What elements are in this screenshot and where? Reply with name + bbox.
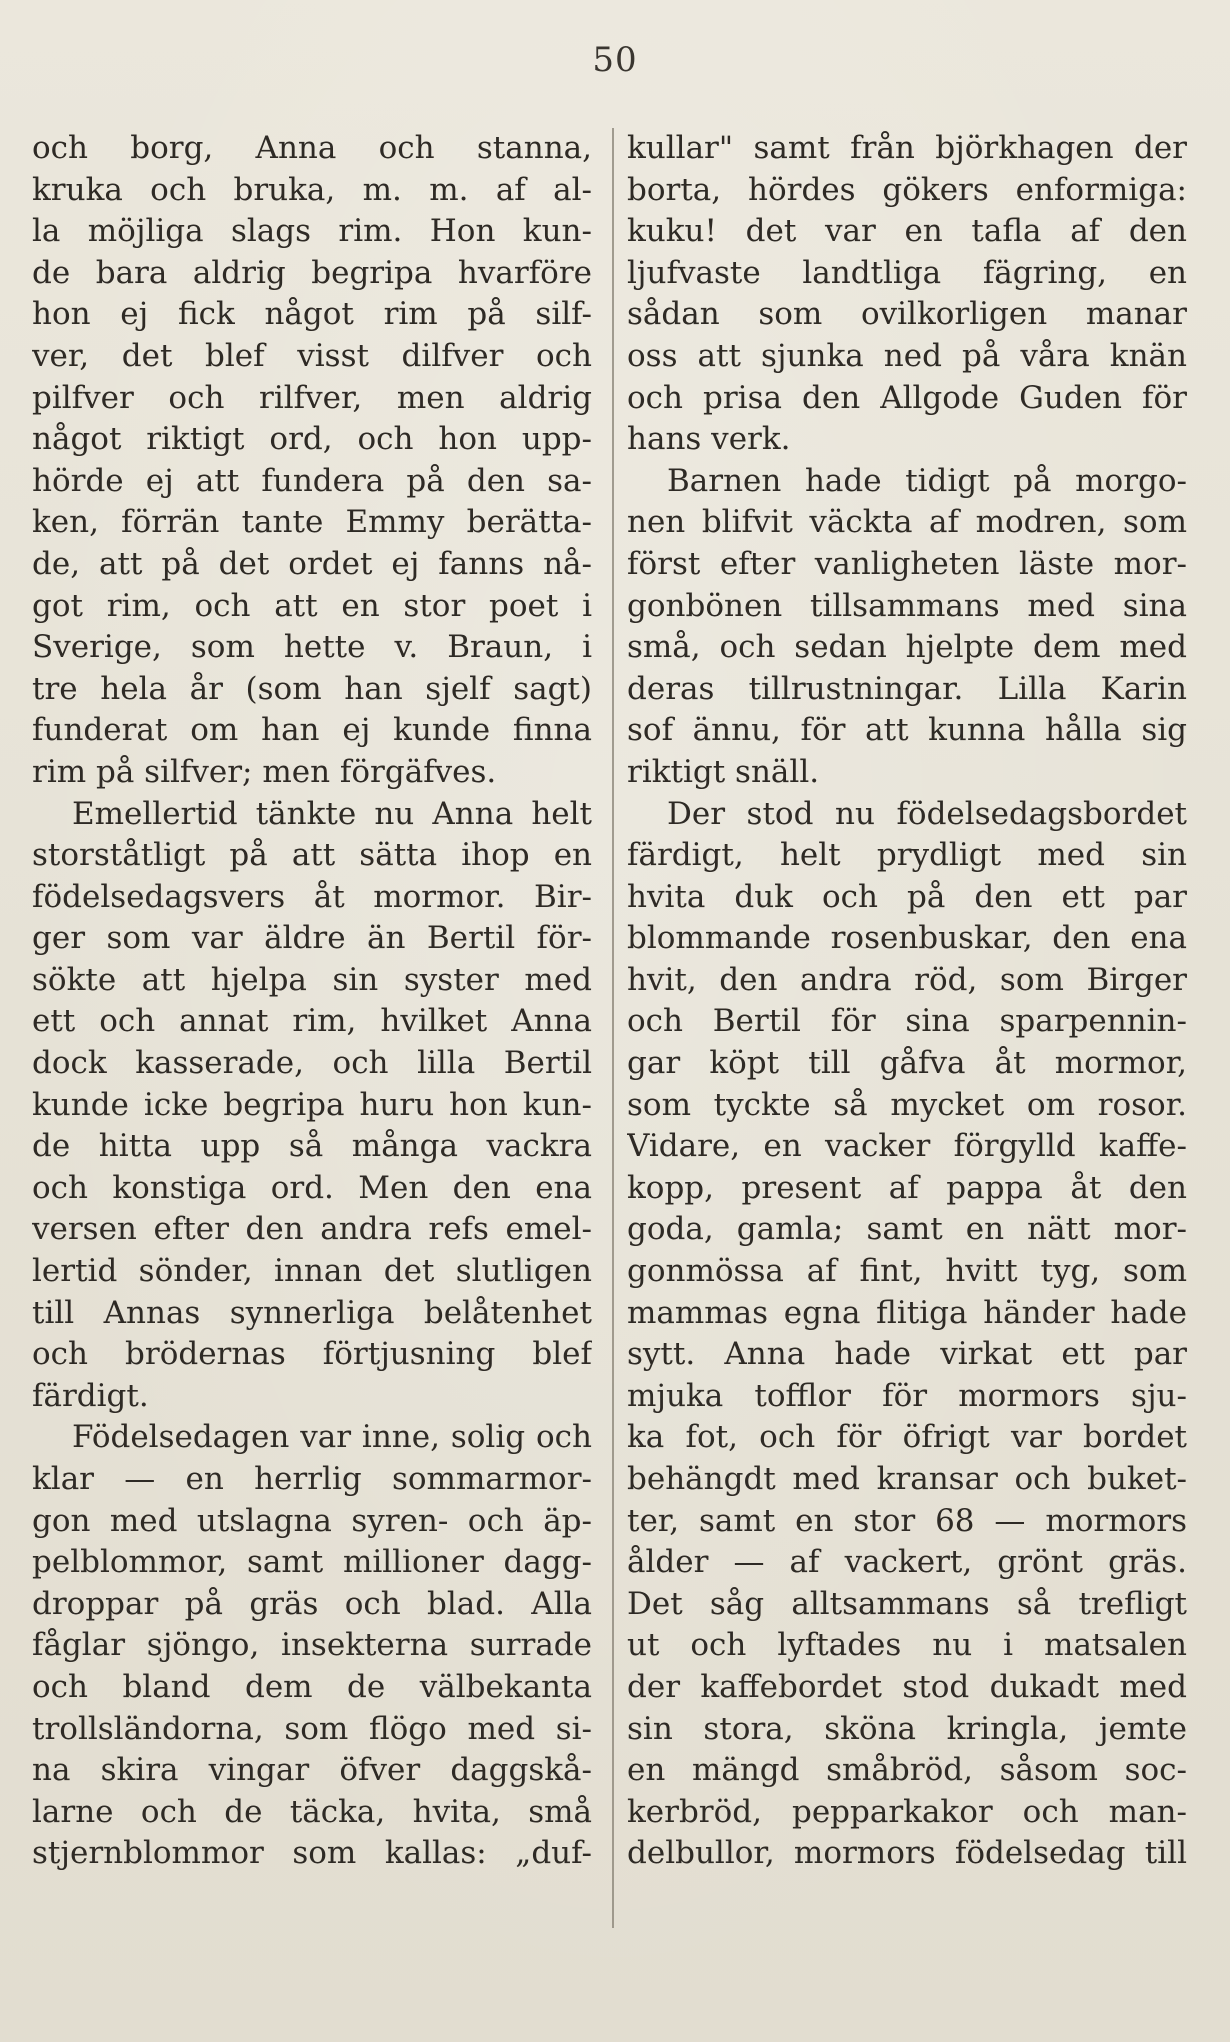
- text-line: fåglar sjöngo, insekterna surrade: [32, 1627, 592, 1664]
- text-line: mjuka tofflor för mormors sju-: [627, 1377, 1187, 1414]
- text-line: dock kasserade, och lilla Bertil: [32, 1045, 592, 1082]
- text-line: en mängd småbröd, såsom soc-: [627, 1752, 1187, 1789]
- text-line: stjernblommor som kallas: „duf-: [32, 1835, 592, 1872]
- text-line: ter, samt en stor 68 — mormors: [627, 1502, 1187, 1539]
- text-line: Det såg alltsammans så trefligt: [627, 1585, 1187, 1622]
- text-line: ka fot, och för öfrigt var bordet: [627, 1419, 1187, 1456]
- text-line: som tyckte så mycket om rosor.: [627, 1086, 1187, 1123]
- text-line: hvita duk och på den ett par: [627, 878, 1187, 915]
- text-line: trollsländorna, som flögo med si-: [32, 1710, 592, 1747]
- text-line: sin stora, sköna kringla, jemte: [627, 1710, 1187, 1747]
- text-line: ger som var äldre än Bertil för-: [32, 920, 592, 957]
- text-line: kerbröd, pepparkakor och man-: [627, 1793, 1187, 1830]
- text-line: na skira vingar öfver daggskå-: [32, 1752, 592, 1789]
- text-line: deras tillrustningar. Lilla Karin: [627, 670, 1187, 707]
- text-line: Födelsedagen var inne, solig och: [72, 1419, 592, 1456]
- text-line: gon med utslagna syren- och äp-: [32, 1502, 592, 1539]
- text-line: delbullor, mormors födelsedag till: [627, 1835, 1187, 1872]
- text-line: Vidare, en vacker förgylld kaffe-: [627, 1128, 1187, 1165]
- text-line: tre hela år (som han sjelf sagt): [32, 670, 592, 707]
- text-line: nen blifvit väckta af modren, som: [627, 504, 1187, 541]
- right-text-column: [627, 128, 1187, 1875]
- text-line: och borg, Anna och stanna,: [32, 130, 592, 166]
- text-line: ljufvaste landtliga fägring, en: [627, 254, 1187, 291]
- text-line: gar köpt till gåfva åt mormor,: [627, 1045, 1187, 1082]
- text-line: och bland dem de välbekanta: [32, 1668, 592, 1705]
- text-line: gonmössa af fint, hvitt tyg, som: [627, 1253, 1187, 1290]
- text-line: versen efter den andra refs emel-: [32, 1211, 592, 1248]
- left-text-column: [32, 128, 592, 1875]
- text-line: droppar på gräs och blad. Alla: [32, 1585, 592, 1622]
- page-number: 50: [592, 40, 638, 80]
- text-line: Barnen hade tidigt på morgo-: [667, 462, 1187, 499]
- text-line: de bara aldrig begripa hvarföre: [32, 254, 592, 291]
- text-line: kopp, present af pappa åt den: [627, 1169, 1187, 1206]
- text-line: färdigt, helt prydligt med sin: [627, 837, 1187, 874]
- text-line: Sverige, som hette v. Braun, i: [32, 629, 592, 666]
- text-line: sökte att hjelpa sin syster med: [32, 961, 592, 998]
- column-divider: [612, 128, 614, 1928]
- text-line: och Bertil för sina sparpennin-: [627, 1003, 1187, 1040]
- text-line: gonbönen tillsammans med sina: [627, 587, 1187, 624]
- text-line: de, att på det ordet ej fanns nå-: [32, 545, 592, 582]
- text-line: ut och lyftades nu i matsalen: [627, 1627, 1187, 1664]
- text-line: lertid sönder, innan det slutligen: [32, 1253, 592, 1290]
- text-line: larne och de täcka, hvita, små: [32, 1793, 592, 1830]
- text-line: der kaffebordet stod dukadt med: [627, 1668, 1187, 1705]
- text-line: blommande rosenbuskar, den ena: [627, 920, 1187, 957]
- text-line: hvit, den andra röd, som Birger: [627, 961, 1187, 998]
- text-line: sof ännu, för att kunna hålla sig: [627, 712, 1187, 749]
- text-line: till Annas synnerliga belåtenhet: [32, 1294, 592, 1331]
- text-line: got rim, och att en stor poet i: [32, 587, 592, 624]
- text-line: sytt. Anna hade virkat ett par: [627, 1336, 1187, 1373]
- text-line: och konstiga ord. Men den ena: [32, 1169, 592, 1206]
- text-line: små, och sedan hjelpte dem med: [627, 629, 1187, 666]
- text-line: riktigt snäll.: [627, 753, 820, 790]
- text-line: behängdt med kransar och buket-: [627, 1461, 1187, 1497]
- text-line: hörde ej att fundera på den sa-: [32, 462, 592, 499]
- text-line: ver, det blef visst dilfver och: [32, 337, 592, 374]
- text-line: borta, hördes gökers enformiga:: [627, 171, 1187, 208]
- text-line: kruka och bruka, m. m. af al-: [32, 171, 592, 208]
- text-line: mammas egna flitiga händer hade: [627, 1294, 1187, 1331]
- text-line: något riktigt ord, och hon upp-: [32, 421, 592, 458]
- text-line: funderat om han ej kunde finna: [32, 712, 592, 749]
- text-line: Der stod nu födelsedagsbordet: [667, 795, 1187, 832]
- text-line: först efter vanligheten läste mor-: [627, 545, 1187, 582]
- text-line: ken, förrän tante Emmy berätta-: [32, 504, 592, 541]
- text-line: födelsedagsvers åt mormor. Bir-: [32, 878, 592, 915]
- text-line: pelblommor, samt millioner dagg-: [32, 1544, 592, 1581]
- text-line: sådan som ovilkorligen manar: [627, 296, 1187, 333]
- text-line: ålder — af vackert, grönt gräs.: [627, 1544, 1187, 1581]
- text-line: rim på silfver; men förgäfves.: [32, 753, 497, 790]
- text-line: kunde icke begripa huru hon kun-: [32, 1086, 592, 1123]
- text-line: hans verk.: [627, 421, 791, 458]
- text-line: hon ej fick något rim på silf-: [32, 296, 592, 333]
- text-line: ett och annat rim, hvilket Anna: [32, 1003, 592, 1040]
- text-line: Emellertid tänkte nu Anna helt: [72, 795, 592, 832]
- text-line: kuku! det var en tafla af den: [627, 213, 1187, 250]
- text-line: och prisa den Allgode Guden för: [627, 379, 1187, 416]
- text-line: la möjliga slags rim. Hon kun-: [32, 213, 592, 250]
- text-line: pilfver och rilfver, men aldrig: [32, 379, 592, 416]
- text-line: oss att sjunka ned på våra knän: [627, 337, 1187, 374]
- text-line: kullar" samt från björkhagen der: [627, 130, 1187, 166]
- text-line: goda, gamla; samt en nätt mor-: [627, 1211, 1187, 1248]
- text-line: storståtligt på att sätta ihop en: [32, 837, 592, 874]
- text-line: färdigt.: [32, 1377, 149, 1414]
- text-line: och brödernas förtjusning blef: [32, 1336, 592, 1373]
- text-line: de hitta upp så många vackra: [32, 1128, 592, 1165]
- text-line: klar — en herrlig sommarmor-: [32, 1461, 592, 1497]
